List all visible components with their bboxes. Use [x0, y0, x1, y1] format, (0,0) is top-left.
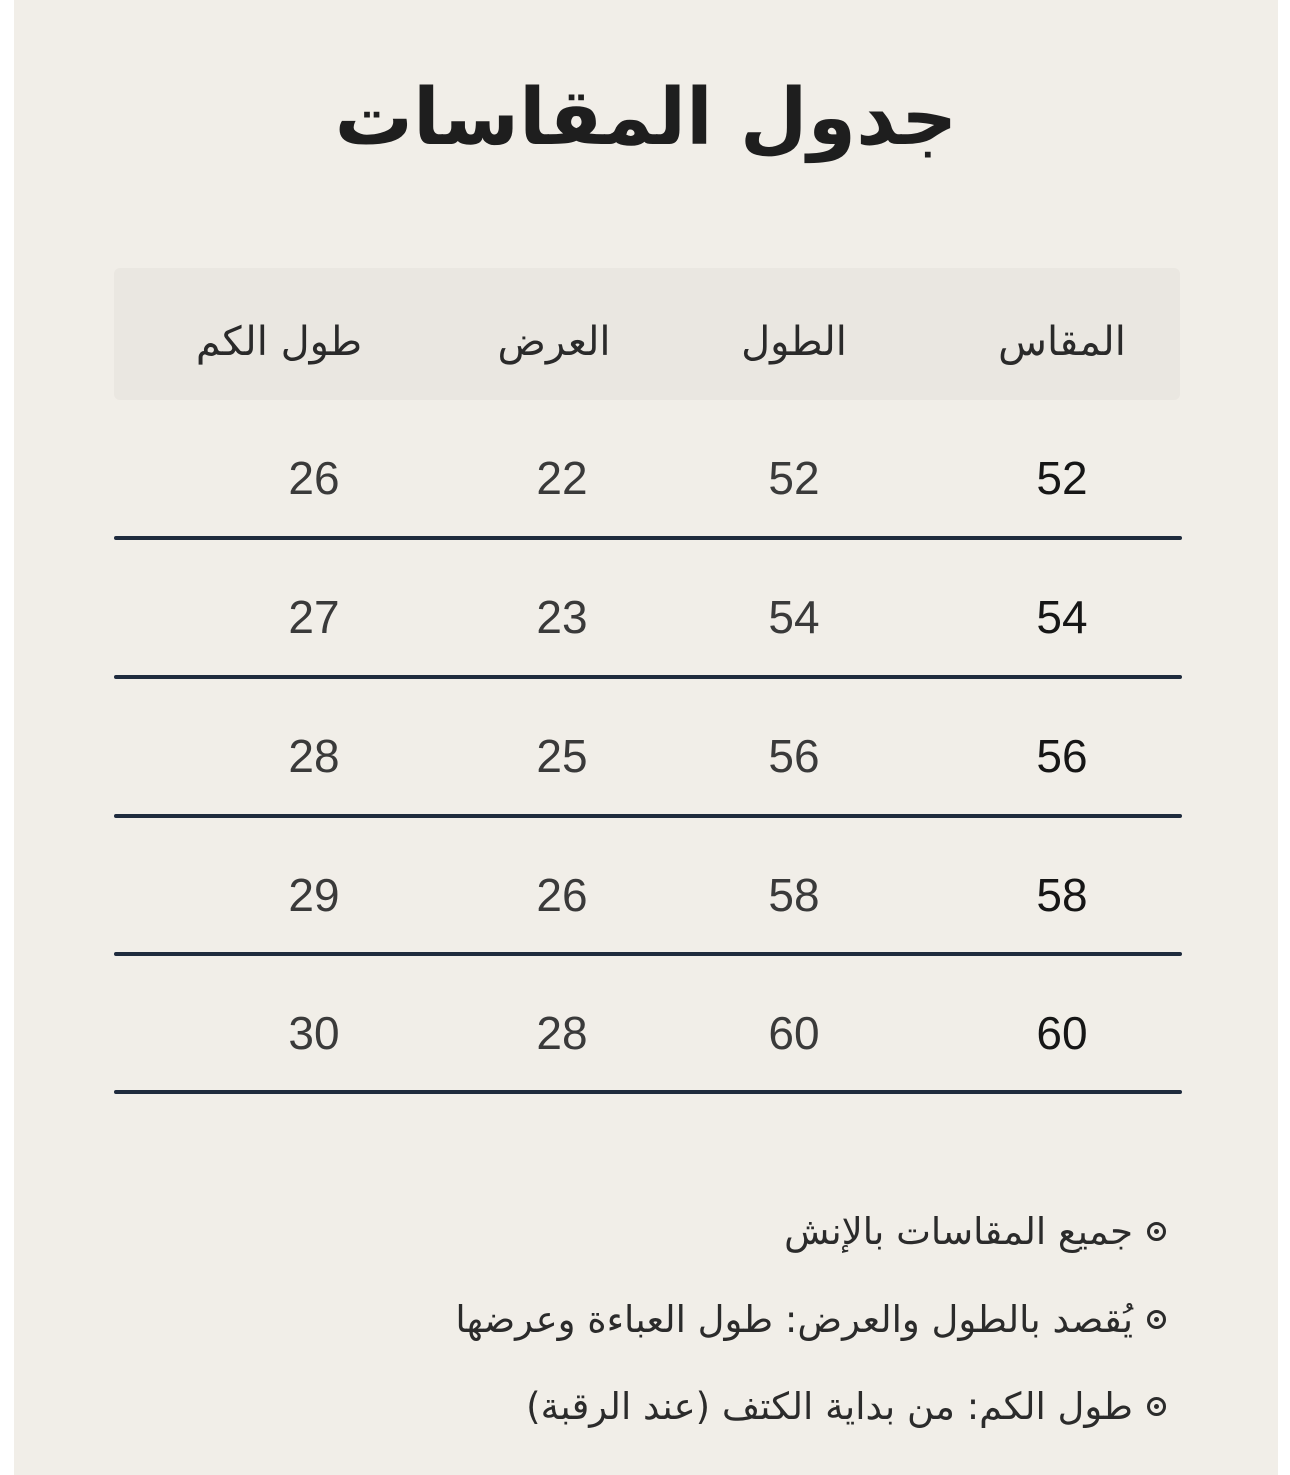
header-size: المقاس — [998, 319, 1126, 365]
note-item — [784, 1210, 1166, 1253]
row-divider — [114, 814, 1182, 818]
note-text: يُقصد بالطول والعرض: طول العباءة وعرضها — [455, 1298, 1133, 1341]
radio-bullet-icon — [1147, 1310, 1166, 1329]
cell-length: 52 — [768, 452, 820, 504]
note-item — [526, 1385, 1166, 1428]
cell-length: 54 — [768, 591, 820, 643]
cell-sleeve: 26 — [288, 452, 340, 504]
cell-size: 54 — [1036, 591, 1088, 643]
cell-size: 56 — [1036, 730, 1088, 782]
row-divider — [114, 952, 1182, 956]
radio-bullet-icon — [1147, 1222, 1166, 1241]
row-divider — [114, 1090, 1182, 1094]
note-text: طول الكم: من بداية الكتف (عند الرقبة) — [526, 1385, 1133, 1428]
radio-bullet-icon — [1147, 1397, 1166, 1416]
cell-size: 52 — [1036, 452, 1088, 504]
cell-sleeve: 28 — [288, 730, 340, 782]
size-chart-card — [14, 0, 1278, 1475]
cell-width: 25 — [536, 730, 588, 782]
row-divider — [114, 536, 1182, 540]
page-title: جدول المقاسات — [334, 73, 958, 163]
cell-length: 60 — [768, 1007, 820, 1059]
header-width: العرض — [497, 319, 611, 365]
cell-width: 26 — [536, 869, 588, 921]
row-divider — [114, 675, 1182, 679]
cell-sleeve: 29 — [288, 869, 340, 921]
header-sleeve-length: طول الكم — [195, 319, 363, 365]
cell-width: 23 — [536, 591, 588, 643]
note-item — [455, 1298, 1166, 1341]
cell-width: 28 — [536, 1007, 588, 1059]
cell-size: 60 — [1036, 1007, 1088, 1059]
cell-sleeve: 30 — [288, 1007, 340, 1059]
cell-length: 58 — [768, 869, 820, 921]
cell-size: 58 — [1036, 869, 1088, 921]
cell-width: 22 — [536, 452, 588, 504]
cell-sleeve: 27 — [288, 591, 340, 643]
note-text: جميع المقاسات بالإنش — [784, 1210, 1133, 1253]
header-length: الطول — [741, 319, 847, 365]
cell-length: 56 — [768, 730, 820, 782]
